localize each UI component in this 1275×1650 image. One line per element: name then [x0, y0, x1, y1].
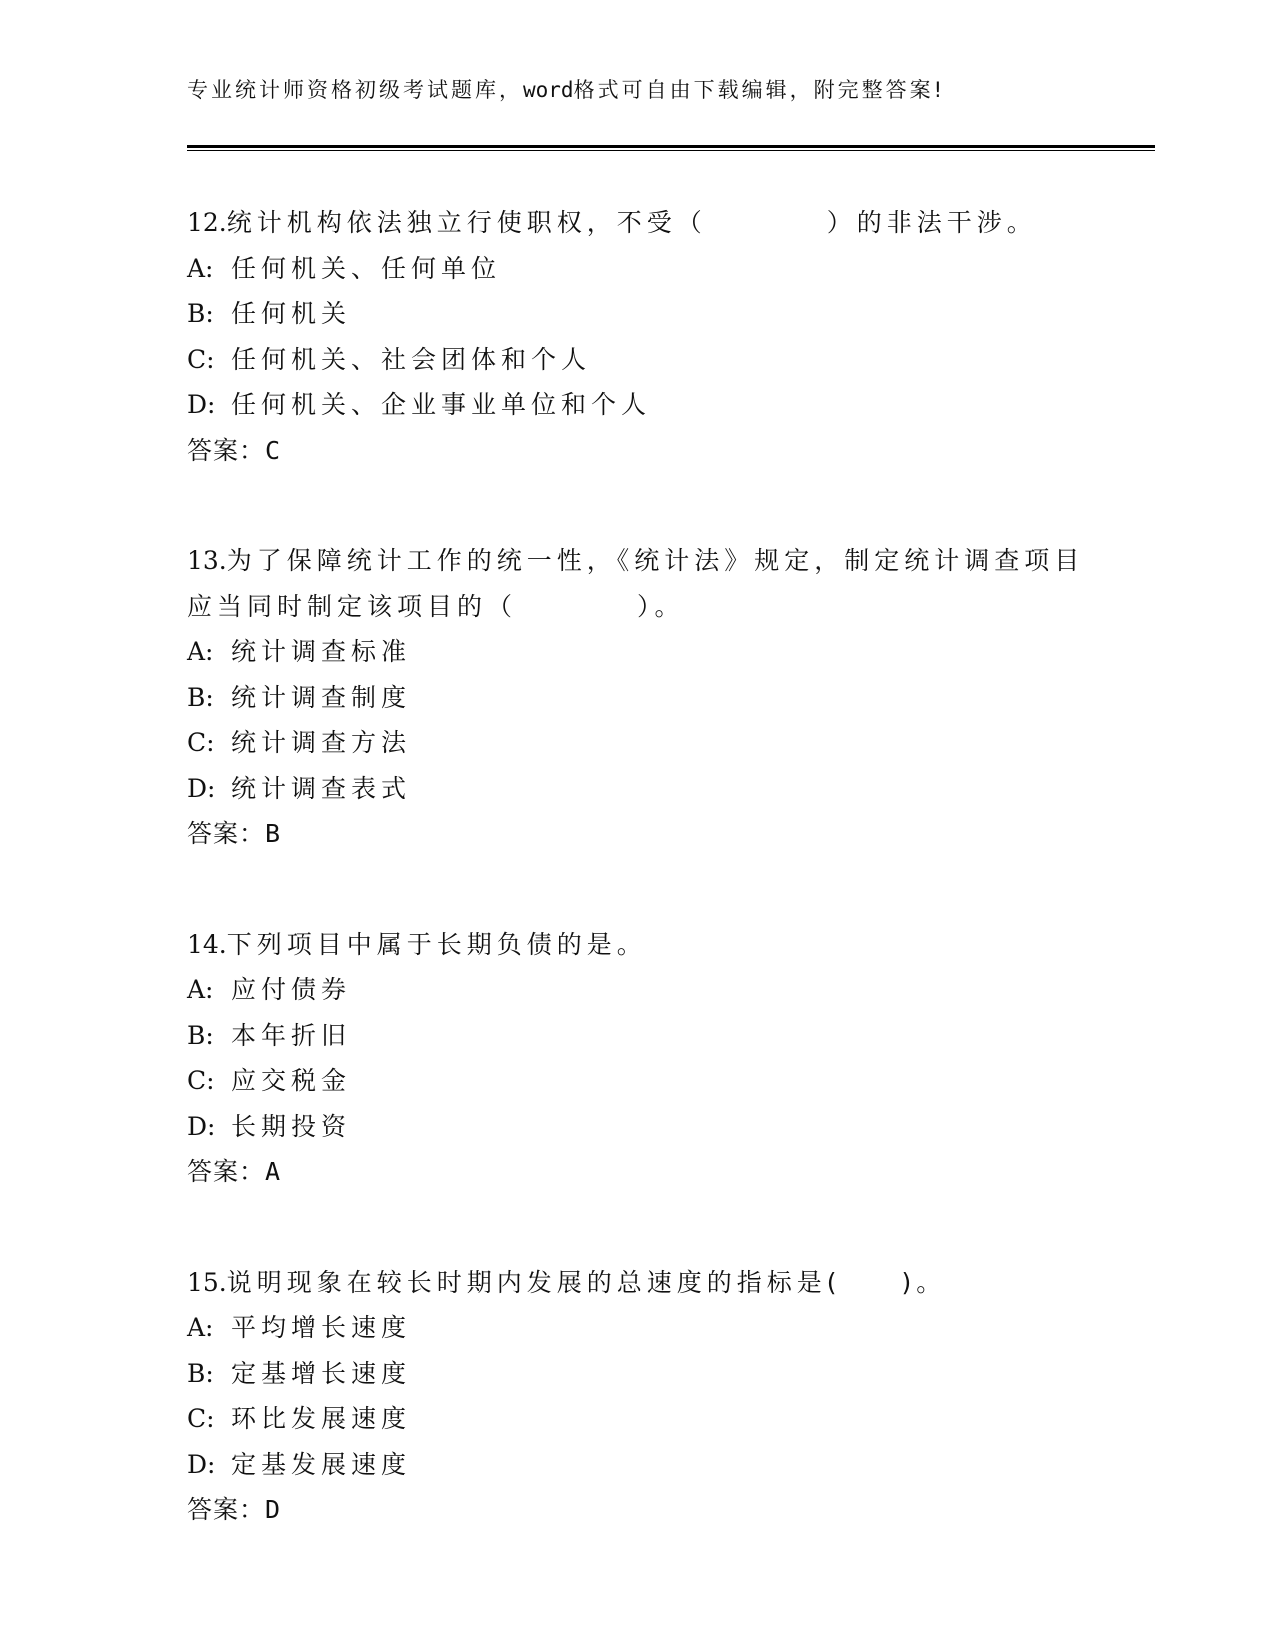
answer-value: C [265, 435, 282, 465]
question-15 [187, 1260, 1087, 1533]
header-text-part1: 专业统计师资格初级考试题库， [187, 78, 523, 102]
question-stem-continued [187, 584, 1087, 630]
option-text: 长期投资 [231, 1111, 352, 1141]
option-text: 应付债券 [231, 975, 352, 1004]
question-stem [187, 200, 1087, 246]
option-text: 统计调查方法 [231, 728, 412, 757]
answer-label: 答案： [187, 1495, 266, 1524]
option-letter: B: [187, 299, 214, 328]
answer-value: A [265, 1157, 282, 1186]
option-letter: D: [187, 773, 216, 803]
option-b [187, 1013, 1087, 1059]
option-a [187, 967, 1087, 1013]
option-text: 任何机关、任何单位 [231, 253, 502, 283]
header-divider-thin [187, 150, 1155, 151]
question-stem [187, 1260, 1087, 1306]
question-number: 12. [187, 208, 227, 237]
question-stem-line: 统计机构依法独立行使职权，不受（ ）的非法干涉。 [226, 208, 1037, 237]
option-c [187, 1396, 1087, 1442]
question-number: 15. [187, 1267, 227, 1297]
header-text-part2: 格式可自由下载编辑，附完整答案! [573, 78, 945, 102]
option-letter: B: [187, 682, 214, 712]
answer-label: 答案： [187, 819, 266, 848]
answer-value: B [265, 819, 282, 848]
option-a [187, 1305, 1087, 1351]
option-letter: C: [187, 1404, 215, 1433]
option-letter: D: [187, 1449, 216, 1479]
option-text: 环比发展速度 [231, 1404, 412, 1433]
answer-value: D [265, 1495, 282, 1524]
question-number: 13. [187, 546, 227, 575]
option-b [187, 1351, 1087, 1397]
answer-label: 答案： [187, 1157, 266, 1186]
option-letter: B: [187, 1358, 214, 1388]
header-divider-thick [187, 145, 1155, 148]
option-text: 定基发展速度 [231, 1449, 412, 1479]
question-list [187, 200, 1087, 1598]
question-stem [187, 538, 1087, 584]
option-text: 任何机关、社会团体和个人 [231, 344, 592, 374]
option-letter: A: [187, 637, 214, 666]
option-c [187, 1058, 1087, 1104]
option-text: 应交税金 [231, 1066, 352, 1095]
option-d [187, 766, 1087, 812]
option-c [187, 337, 1087, 383]
question-number: 14. [187, 929, 227, 959]
question-14 [187, 922, 1087, 1195]
question-13 [187, 538, 1087, 857]
option-text: 统计调查标准 [231, 637, 412, 666]
answer [187, 1487, 1087, 1533]
option-a [187, 629, 1087, 675]
question-stem-line: 为了保障统计工作的统一性，《统计法》规定，制定统计调查项目 [226, 546, 1085, 575]
header-text-word: word [523, 78, 574, 102]
answer [187, 1149, 1087, 1195]
option-letter: A: [187, 1313, 214, 1342]
option-d [187, 1442, 1087, 1488]
question-stem [187, 922, 1087, 968]
option-letter: C: [187, 1066, 215, 1095]
option-d [187, 1104, 1087, 1150]
option-letter: D: [187, 390, 216, 419]
page-header [187, 74, 945, 104]
option-text: 任何机关、企业事业单位和个人 [231, 390, 652, 419]
answer-label: 答案： [187, 435, 266, 465]
question-12 [187, 200, 1087, 473]
option-letter: B: [187, 1020, 214, 1050]
option-a [187, 246, 1087, 292]
option-text: 统计调查表式 [231, 773, 412, 803]
option-letter: C: [187, 344, 215, 374]
option-c [187, 720, 1087, 766]
option-letter: A: [187, 253, 214, 283]
option-letter: A: [187, 975, 214, 1004]
question-stem-line: 说明现象在较长时期内发展的总速度的指标是( )。 [226, 1267, 947, 1297]
option-letter: D: [187, 1111, 216, 1141]
option-b [187, 675, 1087, 721]
option-text: 统计调查制度 [231, 682, 412, 712]
answer [187, 811, 1087, 857]
answer [187, 428, 1087, 474]
option-text: 定基增长速度 [231, 1358, 412, 1388]
option-letter: C: [187, 728, 215, 757]
option-text: 平均增长速度 [231, 1313, 412, 1342]
option-text: 本年折旧 [231, 1020, 352, 1050]
option-b [187, 291, 1087, 337]
option-d [187, 382, 1087, 428]
question-stem-line: 应当同时制定该项目的（ ）。 [187, 591, 685, 621]
question-stem-line: 下列项目中属于长期负债的是。 [226, 929, 647, 959]
option-text: 任何机关 [231, 299, 352, 328]
